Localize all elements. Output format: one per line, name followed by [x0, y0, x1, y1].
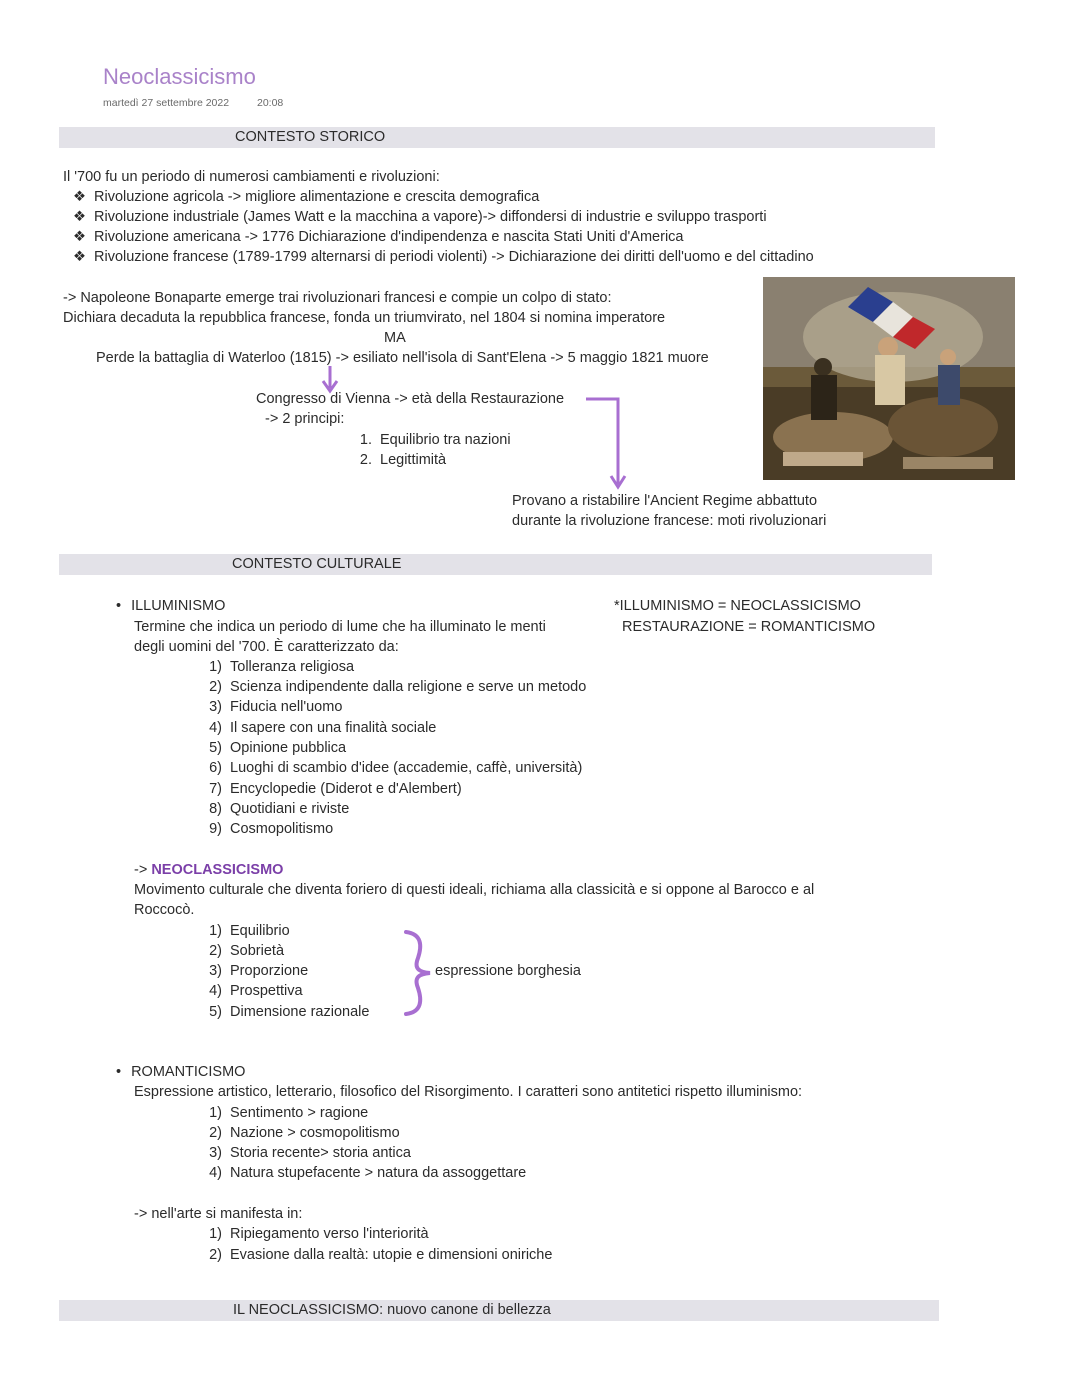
section-title-neoclassicismo: IL NEOCLASSICISMO: nuovo canone di bellezza [233, 1302, 551, 1318]
illuminismo-item: 2) Scienza indipendente dalla religione e serve un metodo [209, 679, 587, 695]
section-title-storico: CONTESTO STORICO [235, 129, 386, 145]
illuminismo-item: 5) Opinione pubblica [209, 740, 347, 756]
neoclassicismo-heading: -> NEOCLASSICISMO [134, 862, 284, 878]
illuminismo-item: 3) Fiducia nell'uomo [209, 699, 343, 715]
storico-bullet: ❖ Rivoluzione americana -> 1776 Dichiarazione d'indipendenza e nascita Stati Uniti d'America [73, 229, 684, 245]
congresso-vienna: Congresso di Vienna -> età della Restaurazione [256, 391, 565, 407]
napoleon-line-2: Dichiara decaduta la repubblica francese, fonda un triumvirato, nel 1804 si nomina imperatore [63, 310, 666, 326]
illuminismo-heading: • ILLUMINISMO [116, 598, 226, 614]
principio-item: 2. Legittimità [359, 452, 447, 468]
neoclassicismo-item: 5) Dimensione razionale [209, 1004, 370, 1020]
curly-brace-icon [400, 928, 436, 1018]
neoclassicismo-item: 4) Prospettiva [209, 983, 303, 999]
section-title-culturale: CONTESTO CULTURALE [232, 556, 402, 572]
romanticismo-item: 2) Nazione > cosmopolitismo [209, 1125, 400, 1141]
illuminismo-item: 8) Quotidiani e riviste [209, 801, 350, 817]
illuminismo-def-2: degli uomini del '700. È caratterizzato da: [134, 639, 399, 655]
page-date: martedì 27 settembre 2022 [103, 97, 230, 109]
side-note-1: *ILLUMINISMO = NEOCLASSICISMO [614, 598, 861, 614]
provano-line-2: durante la rivoluzione francese: moti rivoluzionari [512, 513, 827, 529]
page-title: Neoclassicismo [103, 64, 256, 89]
storico-bullet: ❖ Rivoluzione industriale (James Watt e la macchina a vapore)-> diffondersi di industrie e sviluppo trasporti [73, 209, 767, 225]
romanticismo-item: 1) Sentimento > ragione [209, 1105, 369, 1121]
arte-item: 1) Ripiegamento verso l'interiorità [209, 1226, 429, 1242]
section-bar-neoclassicismo [59, 1300, 939, 1321]
principi-label: -> 2 principi: [265, 411, 345, 427]
illuminismo-item: 9) Cosmopolitismo [209, 821, 334, 837]
provano-line-1: Provano a ristabilire l'Ancient Regime abbattuto [512, 493, 818, 509]
side-note-2: RESTAURAZIONE = ROMANTICISMO [622, 619, 876, 635]
storico-intro: Il '700 fu un periodo di numerosi cambiamenti e rivoluzioni: [63, 169, 440, 185]
romanticismo-item: 3) Storia recente> storia antica [209, 1145, 411, 1161]
illuminismo-item: 7) Encyclopedie (Diderot e d'Alembert) [209, 781, 462, 797]
principio-item: 1. Equilibrio tra nazioni [359, 432, 511, 448]
ma-label: MA [384, 330, 406, 346]
storico-bullet: ❖ Rivoluzione francese (1789-1799 alternarsi di periodi violenti) -> Dichiarazione dei diritti dell'uomo e del cittadino [73, 249, 814, 265]
romanticismo-def: Espressione artistico, letterario, filosofico del Risorgimento. I caratteri sono antitetici rispetto illuminismo: [134, 1084, 803, 1100]
storico-bullet: ❖ Rivoluzione agricola -> migliore alimentazione e crescita demografica [73, 189, 540, 205]
brace-note: espressione borghesia [435, 963, 581, 979]
section-bar-culturale [59, 554, 932, 575]
neoclassicismo-item: 2) Sobrietà [209, 943, 285, 959]
arte-intro: -> nell'arte si manifesta in: [134, 1206, 303, 1222]
napoleon-line-1: -> Napoleone Bonaparte emerge trai rivoluzionari francesi e compie un colpo di stato: [63, 290, 612, 306]
romanticismo-item: 4) Natura stupefacente > natura da assoggettare [209, 1165, 527, 1181]
romanticismo-heading: • ROMANTICISMO [116, 1064, 246, 1080]
illuminismo-item: 4) Il sapere con una finalità sociale [209, 720, 437, 736]
neoclassicismo-def-2: Roccocò. [134, 902, 195, 918]
illuminismo-item: 1) Tolleranza religiosa [209, 659, 355, 675]
neoclassicismo-item: 3) Proporzione [209, 963, 309, 979]
illuminismo-def-1: Termine che indica un periodo di lume che ha illuminato le menti [134, 619, 546, 635]
napoleon-line-3: Perde la battaglia di Waterloo (1815) -> esiliato nell'isola di Sant'Elena -> 5 maggio 1821 muore [96, 350, 709, 366]
illuminismo-item: 6) Luoghi di scambio d'idee (accademie, caffè, università) [209, 760, 583, 776]
neoclassicismo-item: 1) Equilibrio [209, 923, 290, 939]
neoclassicismo-def-1: Movimento culturale che diventa foriero di questi ideali, richiama alla classicità e si oppone al Barocco e al [134, 882, 815, 898]
page-time: 20:08 [257, 97, 284, 109]
arte-item: 2) Evasione dalla realtà: utopie e dimensioni oniriche [209, 1247, 553, 1263]
